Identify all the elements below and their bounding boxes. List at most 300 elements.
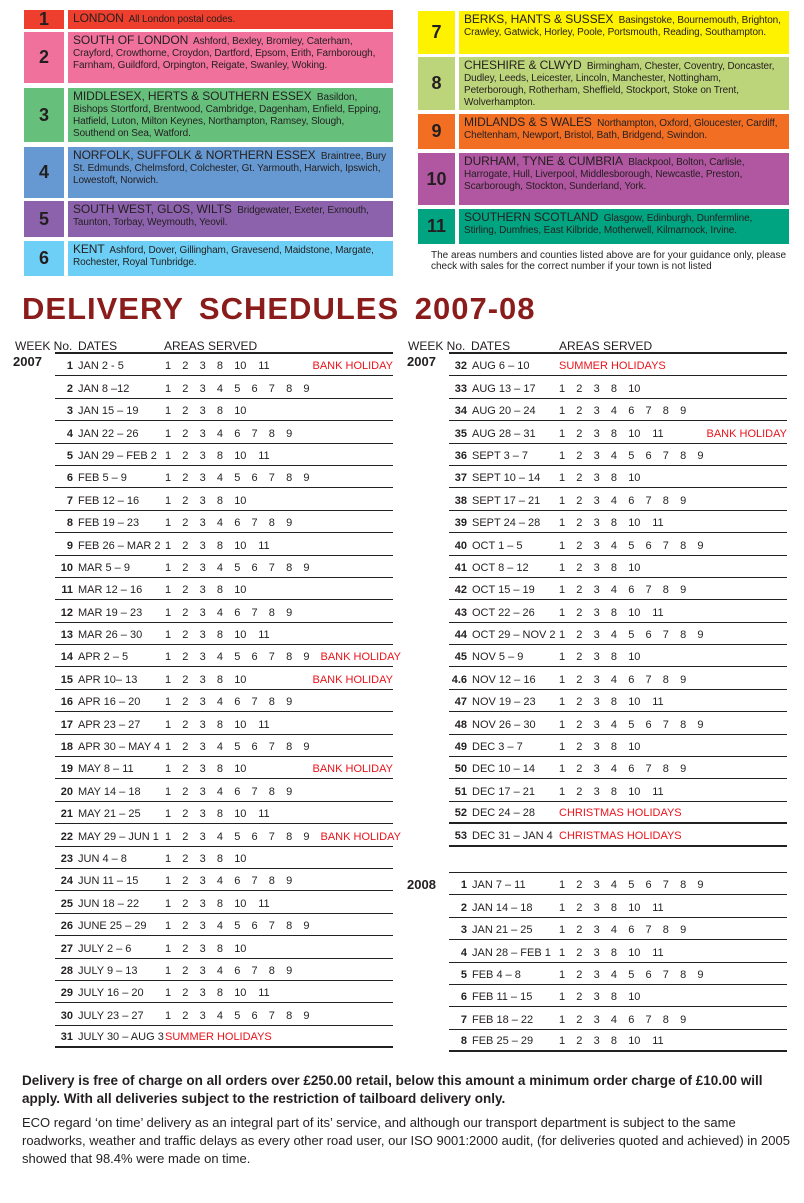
area-code: 2 bbox=[576, 1013, 583, 1026]
area-code: 4 bbox=[610, 629, 618, 642]
areas-served bbox=[165, 808, 282, 820]
table-row bbox=[55, 421, 393, 443]
area-code: 9 bbox=[286, 696, 293, 709]
table-row bbox=[449, 578, 787, 600]
area-code: 1 bbox=[165, 897, 172, 910]
area-description bbox=[68, 10, 393, 29]
area-code: 7 bbox=[268, 830, 275, 843]
area-code: 6 bbox=[234, 964, 241, 977]
table-row bbox=[55, 735, 393, 757]
week-number: 30 bbox=[60, 1009, 73, 1022]
week-number: 21 bbox=[60, 808, 73, 821]
dates: MAR 5 – 9 bbox=[78, 561, 130, 574]
areas-served bbox=[165, 763, 258, 775]
area-6 bbox=[24, 241, 393, 276]
area-code: 3 bbox=[199, 539, 206, 552]
area-3 bbox=[24, 88, 393, 142]
table-row bbox=[449, 488, 787, 510]
dates: NOV 26 – 30 bbox=[472, 718, 536, 731]
delivery-charge-note: Delivery is free of charge on all orders over £250.00 retail, below this amount a minimum order charge of £10.00 will apply. With all deliveries subject to the restriction of tailboard delivery only. bbox=[22, 1073, 763, 1106]
area-code: 1 bbox=[165, 517, 172, 530]
table-row bbox=[55, 1026, 393, 1048]
area-code: 7 bbox=[645, 584, 652, 597]
area-code: 8 bbox=[216, 987, 224, 1000]
area-number: 1 bbox=[24, 10, 64, 29]
dates: APR 23 – 27 bbox=[78, 718, 141, 731]
dates: JULY 23 – 27 bbox=[78, 1009, 144, 1022]
area-code: 3 bbox=[593, 968, 600, 981]
area-code: 10 bbox=[234, 494, 247, 507]
week-number: 5 bbox=[460, 968, 467, 981]
on-time-statement: ECO regard ‘on time’ delivery as an integral part of its’ service, and although our transport department is subject to the same roadworks, weather and traffic delays as every other road user, our ISO 9001:2000 audit, (for deliveries quoted and achieved) in 2005 showed that 98.4% were made on time. bbox=[22, 1115, 790, 1166]
dates: SEPT 3 – 7 bbox=[472, 449, 529, 462]
area-code: 8 bbox=[610, 561, 618, 574]
area-10 bbox=[418, 153, 789, 205]
area-code: 7 bbox=[662, 629, 669, 642]
area-5 bbox=[24, 201, 393, 237]
area-towns: Blackpool, Bolton, Carlisle, Harrogate, Hull, Liverpool, Middlesborough, Newcastle, Preston, Scarborough, Stockton, Sunderland, York. bbox=[464, 157, 745, 192]
dates: OCT 15 – 19 bbox=[472, 584, 535, 597]
areas-served bbox=[165, 629, 282, 641]
area-code: 7 bbox=[268, 382, 275, 395]
dates: JAN 28 – FEB 1 bbox=[472, 946, 551, 959]
dates: DEC 31 – JAN 4 bbox=[472, 829, 553, 842]
area-code: 2 bbox=[576, 449, 583, 462]
area-code: 1 bbox=[165, 942, 172, 955]
week-number: 15 bbox=[60, 673, 73, 686]
area-code: 3 bbox=[593, 763, 600, 776]
week-number: 1 bbox=[66, 360, 73, 373]
area-code: 7 bbox=[251, 606, 258, 619]
table-row bbox=[55, 511, 393, 533]
area-description bbox=[459, 11, 789, 54]
area-code: 3 bbox=[593, 382, 600, 395]
week-number: 26 bbox=[60, 920, 73, 933]
area-code: 8 bbox=[216, 584, 224, 597]
dates: APR 2 – 5 bbox=[78, 651, 129, 664]
table-row bbox=[55, 623, 393, 645]
area-code: 7 bbox=[251, 785, 258, 798]
table-row bbox=[55, 802, 393, 824]
areas-served bbox=[559, 763, 697, 775]
area-code: 8 bbox=[610, 901, 618, 914]
area-code: 2 bbox=[576, 879, 583, 892]
week-number: 31 bbox=[60, 1031, 73, 1044]
area-code: 1 bbox=[165, 405, 172, 418]
area-code: 1 bbox=[559, 763, 566, 776]
area-code: 7 bbox=[645, 673, 652, 686]
header-week: WEEK No. bbox=[15, 339, 73, 353]
area-code: 6 bbox=[628, 763, 635, 776]
schedule-table-2008 bbox=[449, 872, 787, 1052]
area-code: 11 bbox=[258, 539, 270, 552]
area-code: 4 bbox=[216, 964, 224, 977]
area-code: 9 bbox=[303, 561, 310, 574]
dates: FEB 18 – 22 bbox=[472, 1013, 534, 1026]
area-code: 3 bbox=[593, 901, 600, 914]
areas-served bbox=[559, 902, 676, 914]
area-code: 8 bbox=[610, 741, 618, 754]
areas-served bbox=[165, 943, 258, 955]
area-towns: Ashford, Dover, Gillingham, Gravesend, Maidstone, Margate, Rochester, Royal Tunbridge. bbox=[73, 245, 374, 268]
area-code: 8 bbox=[268, 696, 275, 709]
area-code: 1 bbox=[165, 718, 172, 731]
dates: JAN 29 – FEB 2 bbox=[78, 449, 157, 462]
area-code: 8 bbox=[610, 606, 618, 619]
area-code: 4 bbox=[610, 539, 618, 552]
areas-served bbox=[559, 383, 652, 395]
area-code: 11 bbox=[258, 629, 270, 642]
dates: DEC 10 – 14 bbox=[472, 763, 535, 776]
area-towns: Braintree, Bury St. Edmunds, Chelmsford, Colchester, Gt. Yarmouth, Harwich, Ipswich, Lowestoft, Norwich. bbox=[73, 151, 387, 186]
area-code: 10 bbox=[628, 472, 641, 485]
area-code: 3 bbox=[199, 517, 206, 530]
area-code: 2 bbox=[182, 360, 189, 373]
area-code: 2 bbox=[576, 696, 583, 709]
area-code: 6 bbox=[645, 718, 652, 731]
area-code: 8 bbox=[286, 651, 293, 664]
table-row bbox=[449, 667, 787, 689]
area-code: 9 bbox=[286, 964, 293, 977]
week-number: 8 bbox=[66, 517, 73, 530]
area-code: 9 bbox=[680, 405, 687, 418]
area-code: 5 bbox=[234, 382, 241, 395]
table-row bbox=[55, 779, 393, 801]
area-code: 8 bbox=[680, 968, 687, 981]
area-code: 4 bbox=[610, 879, 618, 892]
week-number: 27 bbox=[60, 942, 73, 955]
area-code: 4 bbox=[216, 382, 224, 395]
area-code: 8 bbox=[286, 472, 293, 485]
area-code: 6 bbox=[645, 449, 652, 462]
area-code: 10 bbox=[628, 382, 641, 395]
dates: JAN 8 –12 bbox=[78, 382, 130, 395]
area-code: 1 bbox=[559, 741, 566, 754]
area-code: 2 bbox=[182, 517, 189, 530]
week-number: 4.6 bbox=[451, 673, 467, 686]
area-code: 10 bbox=[628, 901, 641, 914]
area-code: 10 bbox=[628, 561, 641, 574]
week-number: 32 bbox=[454, 360, 467, 373]
week-number: 17 bbox=[60, 718, 73, 731]
area-code: 5 bbox=[234, 651, 241, 664]
area-code: 7 bbox=[268, 920, 275, 933]
week-number: 34 bbox=[454, 405, 467, 418]
area-code: 7 bbox=[662, 968, 669, 981]
holiday-note: BANK HOLIDAY bbox=[312, 763, 393, 776]
area-code: 1 bbox=[559, 718, 566, 731]
dates: MAR 26 – 30 bbox=[78, 629, 143, 642]
area-code: 3 bbox=[593, 606, 600, 619]
area-code: 8 bbox=[680, 718, 687, 731]
area-code: 5 bbox=[234, 561, 241, 574]
areas-served bbox=[559, 879, 715, 891]
area-code: 3 bbox=[593, 449, 600, 462]
header-dates: DATES bbox=[471, 339, 511, 353]
area-code: 8 bbox=[662, 763, 669, 776]
area-code: 8 bbox=[268, 517, 275, 530]
area-code: 1 bbox=[165, 763, 172, 776]
area-2 bbox=[24, 32, 393, 83]
area-code: 3 bbox=[593, 991, 600, 1004]
area-code: 1 bbox=[559, 901, 566, 914]
week-number: 24 bbox=[60, 875, 73, 888]
table-row bbox=[55, 578, 393, 600]
area-code: 11 bbox=[652, 785, 664, 798]
table-row bbox=[449, 1007, 787, 1029]
area-code: 8 bbox=[680, 449, 687, 462]
table-row bbox=[449, 940, 787, 962]
areas-served bbox=[165, 450, 282, 462]
area-code: 1 bbox=[559, 673, 566, 686]
area-code: 1 bbox=[165, 561, 172, 574]
area-towns: Basingstoke, Bournemouth, Brighton, Crawley, Gatwick, Horley, Poole, Portsmouth, Reading, Southampton. bbox=[464, 15, 781, 38]
dates: APR 10– 13 bbox=[78, 673, 138, 686]
dates: OCT 8 – 12 bbox=[472, 561, 529, 574]
area-code: 7 bbox=[662, 879, 669, 892]
area-code: 2 bbox=[182, 606, 189, 619]
area-code: 2 bbox=[182, 539, 189, 552]
area-code: 2 bbox=[182, 852, 189, 865]
areas-served bbox=[165, 853, 258, 865]
area-code: 2 bbox=[182, 741, 189, 754]
dates: FEB 11 – 15 bbox=[472, 991, 533, 1004]
dates: MAR 19 – 23 bbox=[78, 606, 143, 619]
header-week: WEEK No. bbox=[408, 339, 466, 353]
area-11 bbox=[418, 209, 789, 244]
table-row bbox=[449, 399, 787, 421]
area-code: 2 bbox=[576, 517, 583, 530]
areas-served bbox=[165, 562, 321, 574]
areas-served bbox=[559, 540, 715, 552]
area-code: 4 bbox=[610, 494, 618, 507]
area-code: 2 bbox=[576, 763, 583, 776]
area-description bbox=[68, 241, 393, 276]
area-code: 2 bbox=[182, 472, 189, 485]
areas-served bbox=[559, 741, 652, 753]
areas-served bbox=[559, 428, 676, 440]
area-code: 8 bbox=[610, 991, 618, 1004]
area-code: 9 bbox=[697, 449, 704, 462]
area-description bbox=[68, 147, 393, 198]
area-code: 8 bbox=[610, 382, 618, 395]
area-code: 10 bbox=[234, 852, 247, 865]
area-code: 8 bbox=[286, 382, 293, 395]
area-region: CHESHIRE & CLWYD bbox=[464, 58, 582, 72]
areas-served bbox=[559, 696, 676, 708]
areas-served bbox=[559, 584, 697, 596]
year-label: 2008 bbox=[407, 877, 436, 892]
area-code: 4 bbox=[610, 1013, 618, 1026]
dates: DEC 3 – 7 bbox=[472, 741, 523, 754]
area-code: 8 bbox=[610, 427, 618, 440]
table-row bbox=[449, 963, 787, 985]
area-code: 9 bbox=[286, 606, 293, 619]
header-areas: AREAS SERVED bbox=[164, 339, 258, 353]
area-code: 8 bbox=[286, 561, 293, 574]
area-code: 3 bbox=[199, 472, 206, 485]
area-code: 11 bbox=[258, 360, 270, 373]
area-code: 6 bbox=[234, 785, 241, 798]
page-title: DELIVERY SCHEDULES 2007-08 bbox=[22, 291, 536, 326]
area-code: 1 bbox=[559, 561, 566, 574]
area-region: NORFOLK, SUFFOLK & NORTHERN ESSEX bbox=[73, 148, 316, 162]
area-code: 3 bbox=[199, 696, 206, 709]
area-number: 3 bbox=[24, 88, 64, 142]
week-number: 41 bbox=[454, 561, 467, 574]
area-code: 1 bbox=[559, 946, 566, 959]
area-region: LONDON bbox=[73, 11, 124, 25]
area-code: 8 bbox=[680, 879, 687, 892]
area-code: 8 bbox=[216, 405, 224, 418]
area-code: 10 bbox=[234, 360, 247, 373]
area-code: 2 bbox=[182, 808, 189, 821]
areas-served bbox=[165, 405, 258, 417]
areas-served bbox=[165, 383, 321, 395]
area-code: 6 bbox=[251, 472, 258, 485]
dates: JULY 9 – 13 bbox=[78, 964, 138, 977]
area-code: 4 bbox=[610, 449, 618, 462]
area-code: 3 bbox=[199, 449, 206, 462]
area-code: 3 bbox=[593, 472, 600, 485]
area-code: 7 bbox=[645, 924, 652, 937]
table-row bbox=[449, 712, 787, 734]
week-number: 1 bbox=[460, 879, 467, 892]
area-code: 1 bbox=[559, 472, 566, 485]
area-code: 2 bbox=[182, 830, 189, 843]
area-code: 1 bbox=[165, 584, 172, 597]
area-code: 7 bbox=[645, 763, 652, 776]
area-code: 10 bbox=[234, 449, 247, 462]
area-code: 3 bbox=[199, 718, 206, 731]
dates: APR 30 – MAY 4 bbox=[78, 741, 161, 754]
area-code: 6 bbox=[234, 606, 241, 619]
area-code: 3 bbox=[593, 1035, 600, 1048]
week-number: 3 bbox=[66, 405, 73, 418]
area-code: 8 bbox=[610, 517, 618, 530]
area-code: 9 bbox=[697, 879, 704, 892]
area-code: 1 bbox=[559, 629, 566, 642]
area-code: 3 bbox=[593, 673, 600, 686]
areas-served bbox=[165, 920, 321, 932]
week-number: 49 bbox=[454, 741, 467, 754]
area-code: 9 bbox=[680, 494, 687, 507]
area-code: 1 bbox=[165, 920, 172, 933]
week-number: 23 bbox=[60, 852, 73, 865]
area-code: 1 bbox=[559, 924, 566, 937]
area-code: 3 bbox=[593, 629, 600, 642]
area-code: 3 bbox=[199, 852, 206, 865]
area-code: 3 bbox=[199, 584, 206, 597]
dates: FEB 19 – 23 bbox=[78, 517, 140, 530]
area-towns: Bridgewater, Exeter, Exmouth, Taunton, Torbay, Weymouth, Yeovil. bbox=[73, 205, 369, 228]
area-code: 8 bbox=[610, 1035, 618, 1048]
area-code: 3 bbox=[199, 942, 206, 955]
area-code: 2 bbox=[182, 1009, 189, 1022]
table-row bbox=[55, 533, 393, 555]
area-code: 8 bbox=[286, 741, 293, 754]
area-code: 4 bbox=[216, 1009, 224, 1022]
week-number: 53 bbox=[454, 829, 467, 842]
area-code: 2 bbox=[576, 785, 583, 798]
holiday-note: BANK HOLIDAY bbox=[706, 427, 787, 440]
area-code: 9 bbox=[303, 472, 310, 485]
area-code: 5 bbox=[234, 1009, 241, 1022]
area-code: 1 bbox=[559, 1013, 566, 1026]
table-row bbox=[55, 556, 393, 578]
area-code: 4 bbox=[610, 924, 618, 937]
areas-served bbox=[165, 719, 282, 731]
areas-served bbox=[165, 831, 321, 843]
area-code: 3 bbox=[199, 763, 206, 776]
area-code: 2 bbox=[182, 561, 189, 574]
table-row bbox=[449, 1030, 787, 1052]
area-code: 1 bbox=[559, 879, 566, 892]
table-row bbox=[55, 466, 393, 488]
area-code: 2 bbox=[182, 449, 189, 462]
area-code: 1 bbox=[165, 785, 172, 798]
table-row bbox=[449, 354, 787, 376]
table-row bbox=[449, 421, 787, 443]
dates: JULY 16 – 20 bbox=[78, 987, 144, 1000]
table-row bbox=[55, 712, 393, 734]
week-number: 3 bbox=[460, 924, 467, 937]
dates: DEC 24 – 28 bbox=[472, 807, 535, 820]
year-label: 2007 bbox=[407, 354, 436, 369]
area-code: 4 bbox=[216, 561, 224, 574]
area-code: 1 bbox=[559, 539, 566, 552]
area-code: 10 bbox=[628, 517, 641, 530]
area-code: 10 bbox=[628, 696, 641, 709]
table-row bbox=[55, 667, 393, 689]
area-code: 9 bbox=[303, 741, 310, 754]
area-description bbox=[68, 32, 393, 83]
week-number: 35 bbox=[454, 427, 467, 440]
area-number: 9 bbox=[418, 114, 455, 149]
area-code: 4 bbox=[216, 741, 224, 754]
area-code: 7 bbox=[645, 494, 652, 507]
area-code: 2 bbox=[182, 875, 189, 888]
table-row bbox=[449, 444, 787, 466]
area-code: 3 bbox=[593, 879, 600, 892]
area-code: 3 bbox=[593, 924, 600, 937]
dates: AUG 28 – 31 bbox=[472, 427, 536, 440]
header-dates: DATES bbox=[78, 339, 118, 353]
area-code: 4 bbox=[216, 517, 224, 530]
dates: APR 16 – 20 bbox=[78, 696, 141, 709]
week-number: 40 bbox=[454, 539, 467, 552]
area-code: 1 bbox=[559, 449, 566, 462]
area-code: 1 bbox=[165, 651, 172, 664]
area-code: 7 bbox=[662, 718, 669, 731]
area-code: 10 bbox=[628, 427, 641, 440]
area-code: 6 bbox=[628, 673, 635, 686]
area-code: 1 bbox=[165, 449, 172, 462]
area-code: 3 bbox=[199, 808, 206, 821]
holiday-note: BANK HOLIDAY bbox=[312, 360, 393, 373]
area-code: 3 bbox=[593, 785, 600, 798]
table-row bbox=[449, 623, 787, 645]
areas-served bbox=[165, 472, 321, 484]
area-code: 4 bbox=[610, 763, 618, 776]
area-code: 1 bbox=[559, 606, 566, 619]
area-code: 2 bbox=[182, 405, 189, 418]
area-code: 8 bbox=[680, 539, 687, 552]
area-code: 2 bbox=[576, 405, 583, 418]
table-row bbox=[449, 918, 787, 940]
areas-served bbox=[559, 562, 652, 574]
area-code: 2 bbox=[182, 920, 189, 933]
